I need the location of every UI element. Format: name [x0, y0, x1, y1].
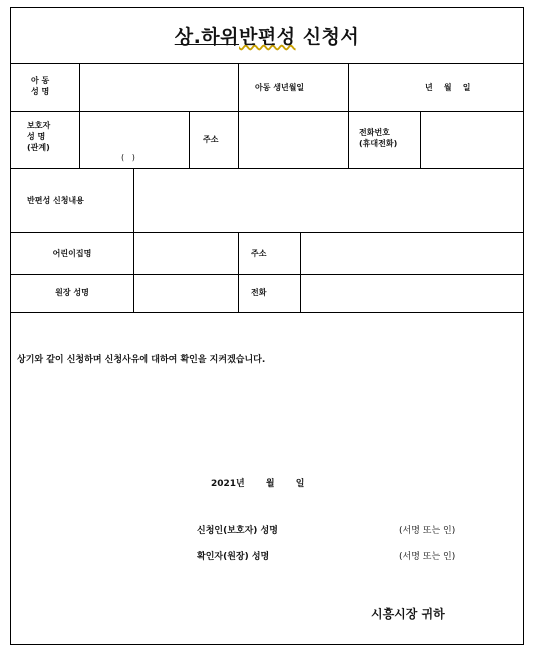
col-divider — [79, 63, 80, 111]
birthdate-ymd: 년 월 일 — [425, 83, 471, 92]
child-name-label: 아 동 성 명 — [31, 76, 50, 96]
request-label: 반편성 신청내용 — [27, 196, 84, 205]
row-divider — [11, 111, 523, 112]
col-divider — [133, 232, 134, 312]
date-line: 2021년 월 일 — [211, 479, 305, 489]
col-divider — [420, 111, 421, 168]
daycare-name-label: 어린이집명 — [52, 249, 92, 258]
col-divider — [348, 111, 349, 168]
title-part: 상.하위 — [174, 26, 240, 48]
col-divider — [189, 111, 190, 168]
confirmer-sign-note: (서명 또는 인) — [399, 552, 456, 562]
row-divider — [11, 312, 523, 313]
row-divider — [11, 274, 523, 275]
application-form — [10, 7, 524, 645]
row-divider — [11, 168, 523, 169]
address-label: 주소 — [203, 135, 219, 144]
col-divider — [238, 232, 239, 312]
statement-text: 상기와 같이 신청하며 신청사유에 대하여 확인을 지켜겠습니다. — [17, 355, 266, 365]
col-divider — [79, 111, 80, 168]
col-divider — [348, 63, 349, 111]
applicant-label: 신청인(보호자) 성명 — [197, 526, 278, 536]
col-divider — [238, 63, 239, 111]
title-part: 반편성 — [239, 26, 296, 48]
confirmer-label: 확인자(원장) 성명 — [197, 552, 270, 562]
col-divider — [133, 168, 134, 232]
row-divider — [11, 232, 523, 233]
phone-label: 전화번호 (휴대전화) — [359, 128, 398, 148]
director-phone-label: 전화 — [251, 288, 267, 297]
relation-parentheses: ( ) — [121, 153, 135, 162]
child-birthdate-label: 아동 생년월일 — [255, 83, 305, 92]
col-divider — [300, 232, 301, 312]
title-row — [11, 8, 523, 64]
guardian-label: 보호자 성 명 (관계) — [27, 121, 51, 152]
director-name-label: 원장 성명 — [55, 288, 89, 297]
title-part: 신청서 — [295, 26, 360, 48]
col-divider — [238, 111, 239, 168]
form-title — [175, 22, 360, 49]
applicant-sign-note: (서명 또는 인) — [399, 526, 456, 536]
daycare-address-label: 주소 — [251, 249, 267, 258]
addressee: 시흥시장 귀하 — [371, 607, 445, 621]
